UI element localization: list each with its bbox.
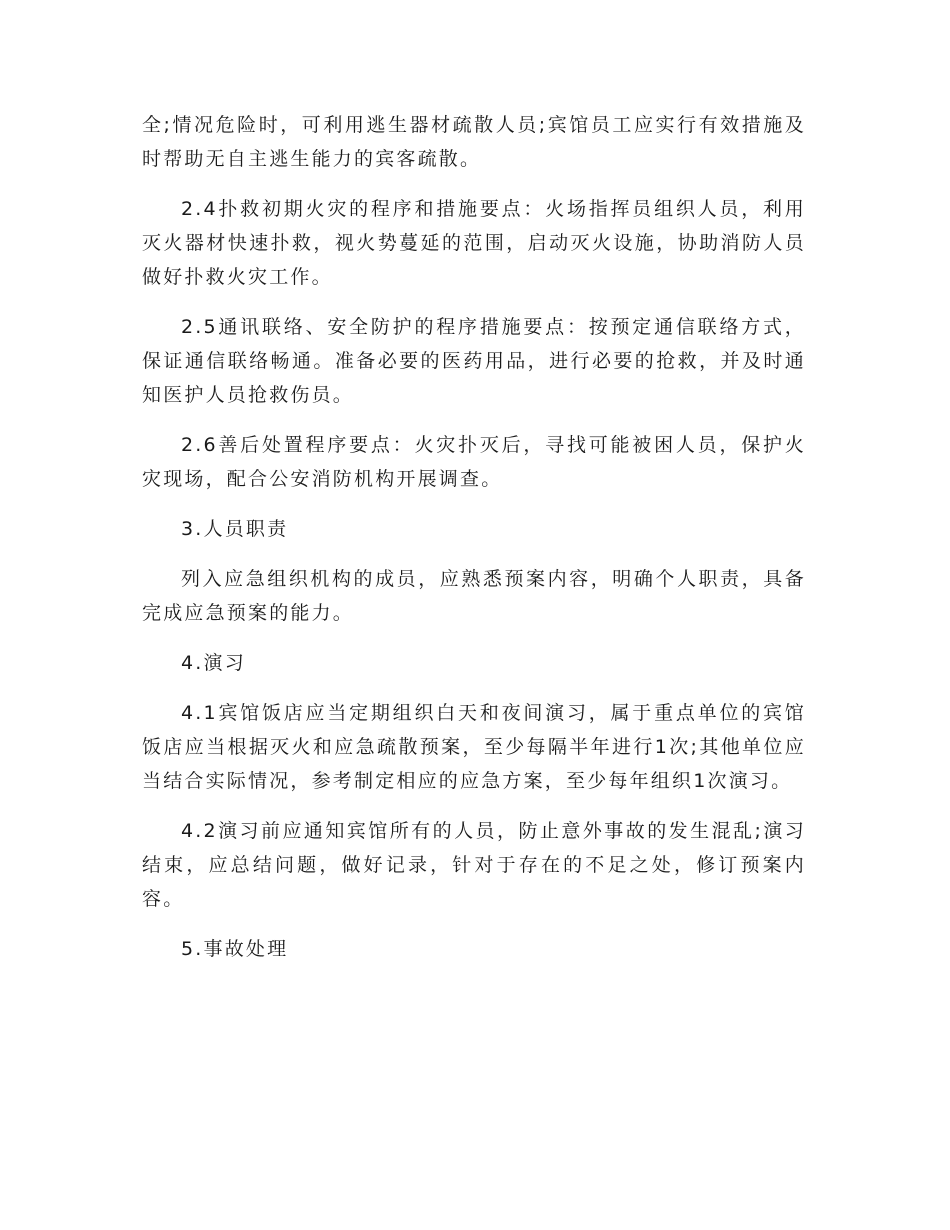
paragraph-3-body: 列入应急组织机构的成员，应熟悉预案内容，明确个人职责，具备完成应急预案的能力。 bbox=[142, 568, 806, 624]
section-heading-4: 4.演习 bbox=[181, 652, 246, 674]
paragraph-2-6: 2.6善后处置程序要点：火灾扑灭后，寻找可能被困人员，保护火灾现场，配合公安消防机构开展调查。 bbox=[142, 434, 806, 490]
section-heading-3: 3.人员职责 bbox=[181, 518, 289, 540]
paragraph-continuation: 全;情况危险时，可利用逃生器材疏散人员;宾馆员工应实行有效措施及时帮助无自主逃生能力的宾客疏散。 bbox=[142, 114, 806, 170]
paragraph-2-4: 2.4扑救初期火灾的程序和措施要点：火场指挥员组织人员，利用灭火器材快速扑救，视火势蔓延的范围，启动灭火设施，协助消防人员做好扑救火灾工作。 bbox=[142, 198, 806, 288]
paragraph-4-2: 4.2演习前应通知宾馆所有的人员，防止意外事故的发生混乱;演习结束，应总结问题，做好记录，针对于存在的不足之处，修订预案内容。 bbox=[142, 820, 806, 910]
paragraph-2-5: 2.5通讯联络、安全防护的程序措施要点：按预定通信联络方式，保证通信联络畅通。准备必要的医药用品，进行必要的抢救，并及时通知医护人员抢救伤员。 bbox=[142, 316, 806, 406]
document-body bbox=[142, 108, 806, 982]
section-heading-5: 5.事故处理 bbox=[181, 938, 289, 960]
paragraph-4-1: 4.1宾馆饭店应当定期组织白天和夜间演习，属于重点单位的宾馆饭店应当根据灭火和应急疏散预案，至少每隔半年进行1次;其他单位应当结合实际情况，参考制定相应的应急方案，至少每年组织1次演习。 bbox=[142, 702, 806, 792]
